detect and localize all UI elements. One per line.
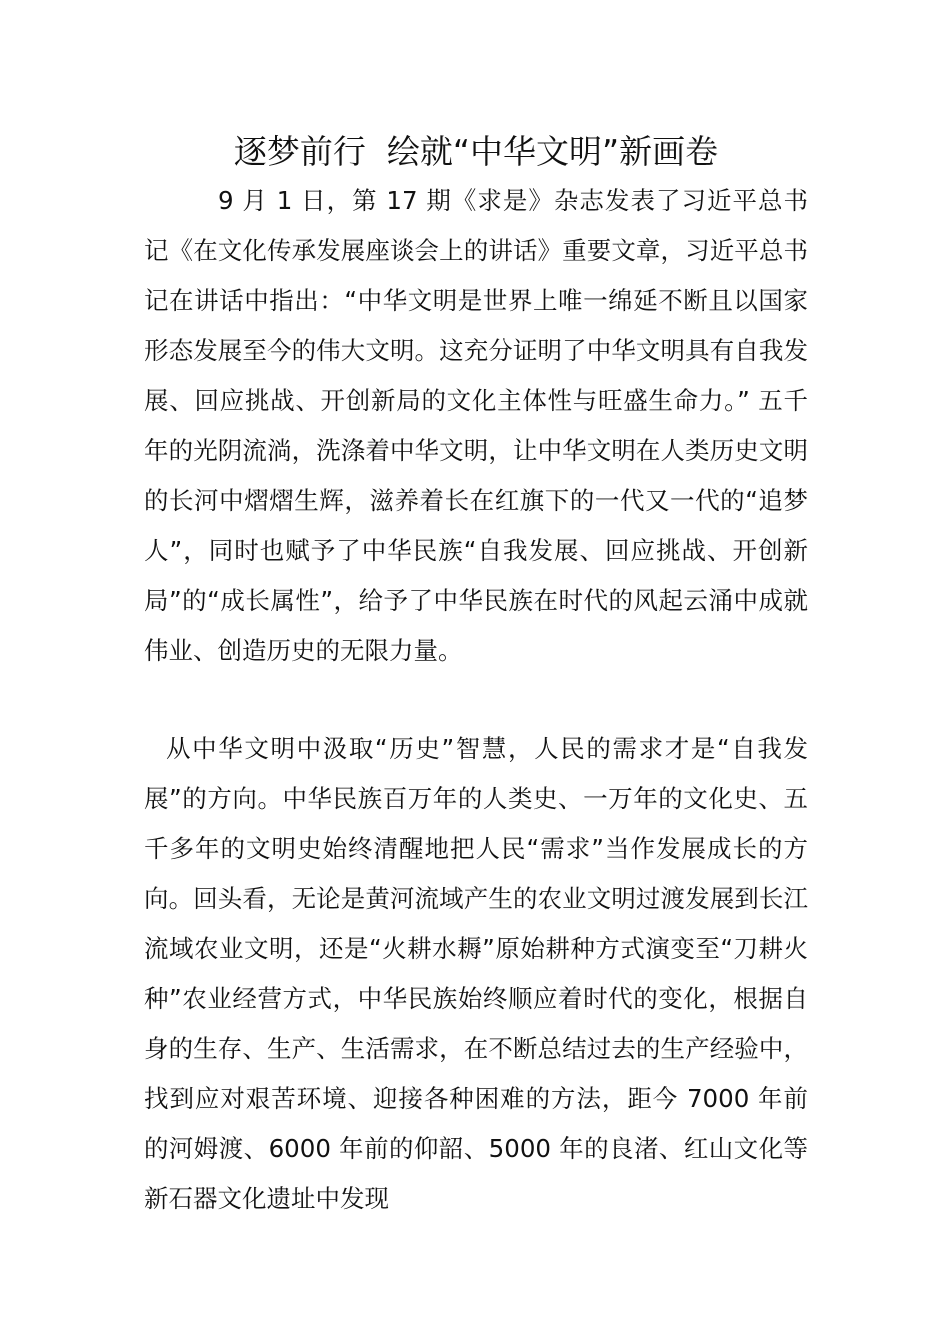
paragraph: 从中华文明中汲取“历史”智慧，人民的需求才是“自我发展”的方向。中华民族百万年的人类史、一万年的文化史、五千多年的文明史始终清醒地把人民“需求”当作发展成长的方向。回头看，无论是黄河流域产生的农业文明过渡发展到长江流域农业文明，还是“火耕水耨”原始耕种方式演变至“刀耕火种”农业经营方式，中华民族始终顺应着时代的变化，根据自身的生存、生产、生活需求，在不断总结过去的生产经验中，找到应对艰苦环境、迎接各种困难的方法，距今 7000 年前的河姆渡、6000 年前的仰韶、5000 年的良渚、红山文化等新石器文化遗址中发现 — [144, 734, 808, 1213]
paragraph: 9 月 1 日，第 17 期《求是》杂志发表了习近平总书记《在文化传承发展座谈会上的讲话》重要文章，习近平总书记在讲话中指出：“中华文明是世界上唯一绵延不断且以国家形态发展至今的伟大文明。这充分证明了中华文明具有自我发展、回应挑战、开创新局的文化主体性与旺盛生命力。” 五千年的光阴流淌，洗涤着中华文明，让中华文明在人类历史文明的长河中熠熠生辉，滋养着长在红旗下的一代又一代的“追梦人”，同时也赋予了中华民族“自我发展、回应挑战、开创新局”的“成长属性”，给予了中华民族在时代的风起云涌中成就伟业、创造历史的无限力量。 — [144, 186, 808, 665]
document-title: 逐梦前行 绘就“中华文明”新画卷 — [233, 132, 719, 171]
